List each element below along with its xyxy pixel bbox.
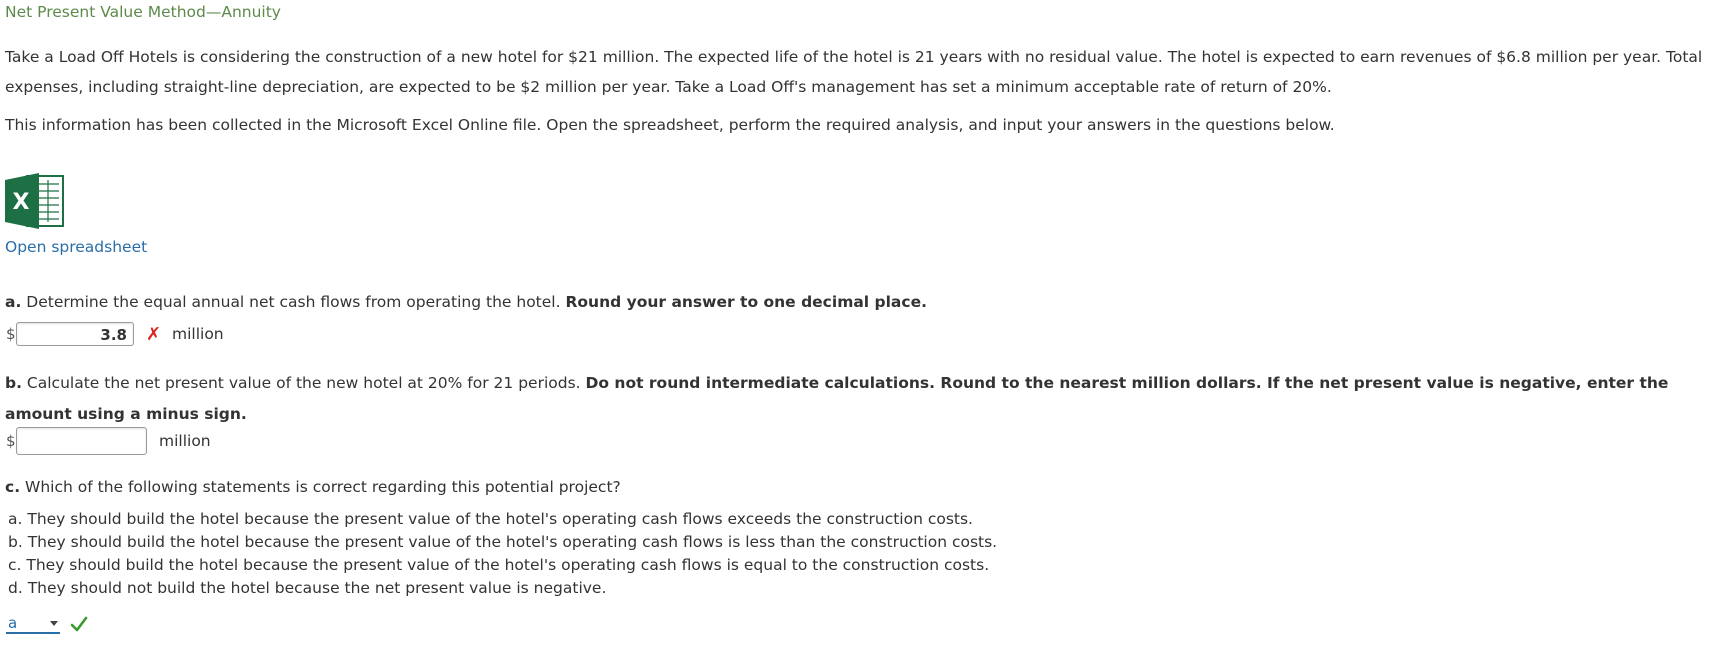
- npv-input[interactable]: [16, 427, 147, 455]
- annual-cash-flow-input[interactable]: 3.8: [16, 322, 134, 346]
- page-title: Net Present Value Method—Annuity: [5, 3, 281, 21]
- answer-c-select[interactable]: [6, 614, 60, 634]
- question-b: [5, 368, 1710, 430]
- question-a-text: Determine the equal annual net cash flows from operating the hotel.: [26, 293, 561, 311]
- question-b-instruction: Do not round intermediate calculations. Round to the nearest million dollars. If the net present value is negative, enter the amount using a minus sign.: [5, 374, 1669, 423]
- answer-options: [8, 508, 997, 600]
- currency-symbol: $: [6, 432, 16, 450]
- option-c: c. They should build the hotel because the present value of the hotel's operating cash flows is equal to the construction costs.: [8, 556, 990, 574]
- question-a-instruction: Round your answer to one decimal place.: [565, 293, 927, 311]
- question-a: [5, 293, 1705, 311]
- option-d: d. They should not build the hotel because the net present value is negative.: [8, 579, 607, 597]
- checkmark-icon: [70, 615, 88, 633]
- dropdown-caret-icon: [50, 621, 58, 626]
- unit-label: million: [159, 432, 211, 450]
- incorrect-icon: ✗: [146, 323, 162, 345]
- question-c: [5, 478, 621, 496]
- question-c-text: Which of the following statements is correct regarding this potential project?: [25, 478, 621, 496]
- excel-icon[interactable]: [5, 172, 67, 230]
- open-spreadsheet-link[interactable]: Open spreadsheet: [5, 238, 148, 256]
- question-a-letter: a.: [5, 293, 22, 311]
- question-b-text: Calculate the net present value of the new hotel at 20% for 21 periods.: [26, 374, 581, 392]
- answer-a-row: [6, 320, 224, 348]
- answer-b-row: [6, 426, 211, 456]
- excel-icon-letter: X: [12, 190, 30, 215]
- option-b: b. They should build the hotel because the present value of the hotel's operating cash flows is less than the construction costs.: [8, 533, 998, 551]
- question-b-letter: b.: [5, 374, 22, 392]
- answer-c-row: [6, 614, 88, 634]
- unit-label: million: [172, 325, 224, 343]
- question-c-letter: c.: [5, 478, 21, 496]
- instructions-paragraph: This information has been collected in the Microsoft Excel Online file. Open the spreadsheet, perform the required analysis, and input your answers in the questions below.: [5, 116, 1335, 134]
- intro-paragraph: Take a Load Off Hotels is considering the construction of a new hotel for $21 million. The expected life of the hotel is 21 years with no residual value. The hotel is expected to earn revenues of $6.8 million per year. Total expenses, including straight-line depreciation, are expected to be $2 million per year. Take a Load Off's management has set a minimum acceptable rate of return of 20%.: [5, 48, 1703, 96]
- option-a: a. They should build the hotel because the present value of the hotel's operating cash flows exceeds the construction costs.: [8, 510, 973, 528]
- selected-option: a: [8, 614, 18, 632]
- currency-symbol: $: [6, 325, 16, 343]
